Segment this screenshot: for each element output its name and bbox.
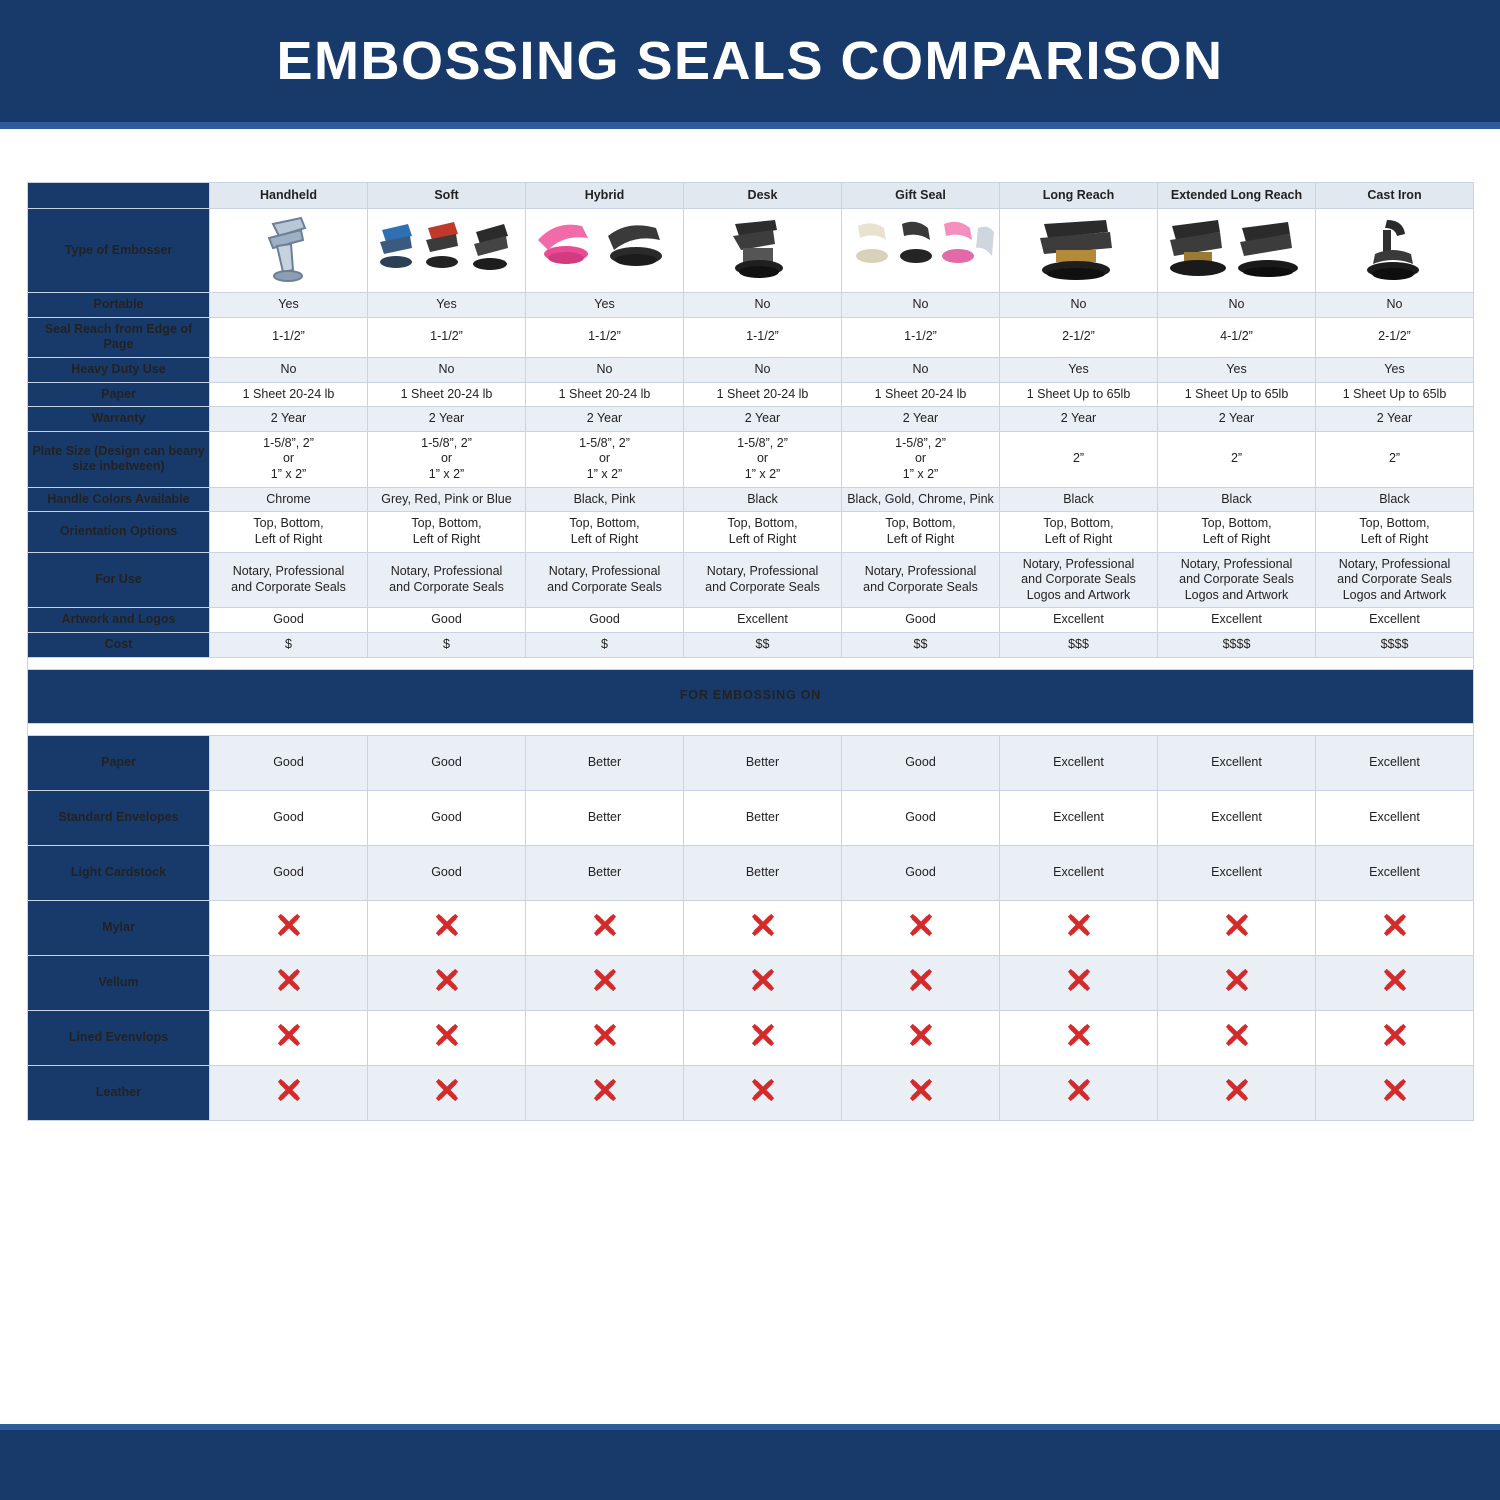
row-label-6: Handle Colors Available	[28, 487, 210, 512]
not-supported-x-icon	[1226, 969, 1248, 991]
cell-4-6: 2 Year	[1158, 407, 1316, 432]
embossing-cell-5-6	[1158, 1010, 1316, 1065]
row-label-header-cell	[28, 183, 210, 209]
embossing-cell-5-4	[842, 1010, 1000, 1065]
cell-4-7: 2 Year	[1316, 407, 1474, 432]
embosser-image-cell-2	[526, 209, 684, 293]
cell-9-1: Good	[368, 608, 526, 633]
embossing-cell-2-5: Excellent	[1000, 845, 1158, 900]
embossing-cell-5-0	[210, 1010, 368, 1065]
column-header-7: Cast Iron	[1316, 183, 1474, 209]
table-header-row	[28, 183, 1474, 209]
row-label-5: Plate Size (Design can beany size inbetween)	[28, 431, 210, 487]
cell-6-7: Black	[1316, 487, 1474, 512]
page-header-banner	[0, 0, 1500, 122]
column-header-0: Handheld	[210, 183, 368, 209]
embosser-image-cell-3	[684, 209, 842, 293]
long-reach-embosser-icon	[1024, 214, 1134, 288]
cell-4-1: 2 Year	[368, 407, 526, 432]
cell-8-4: Notary, Professional and Corporate Seals	[842, 552, 1000, 608]
embossing-cell-1-0: Good	[210, 790, 368, 845]
embossing-cell-5-5	[1000, 1010, 1158, 1065]
not-supported-x-icon	[278, 1024, 300, 1046]
embossing-cell-6-4	[842, 1065, 1000, 1120]
row-label-9: Artwork and Logos	[28, 608, 210, 633]
cell-4-5: 2 Year	[1000, 407, 1158, 432]
row-label-3: Paper	[28, 382, 210, 407]
comparison-table	[27, 182, 1474, 1121]
embossing-cell-2-3: Better	[684, 845, 842, 900]
embossing-row-label-5: Lined Evenvlops	[28, 1010, 210, 1065]
table-row	[28, 431, 1474, 487]
not-supported-x-icon	[1226, 1024, 1248, 1046]
cell-10-6: $$$$	[1158, 633, 1316, 658]
table-row	[28, 382, 1474, 407]
embossing-cell-1-3: Better	[684, 790, 842, 845]
soft-embosser-icon	[372, 214, 522, 288]
cell-1-6: 4-1/2”	[1158, 317, 1316, 357]
cell-6-3: Black	[684, 487, 842, 512]
cell-7-4: Top, Bottom, Left of Right	[842, 512, 1000, 552]
embossing-cell-0-4: Good	[842, 735, 1000, 790]
table-row	[28, 512, 1474, 552]
cell-3-5: 1 Sheet Up to 65lb	[1000, 382, 1158, 407]
cell-1-2: 1-1/2”	[526, 317, 684, 357]
embossing-row-label-1: Standard Envelopes	[28, 790, 210, 845]
embossing-cell-5-1	[368, 1010, 526, 1065]
embossing-cell-3-7	[1316, 900, 1474, 955]
cell-7-5: Top, Bottom, Left of Right	[1000, 512, 1158, 552]
embosser-image-cell-1	[368, 209, 526, 293]
cell-10-5: $$$	[1000, 633, 1158, 658]
column-header-5: Long Reach	[1000, 183, 1158, 209]
cell-1-0: 1-1/2”	[210, 317, 368, 357]
cell-0-4: No	[842, 293, 1000, 318]
row-label-8: For Use	[28, 552, 210, 608]
embossing-cell-0-7: Excellent	[1316, 735, 1474, 790]
embossing-cell-5-2	[526, 1010, 684, 1065]
embosser-image-row	[28, 209, 1474, 293]
table-row	[28, 357, 1474, 382]
not-supported-x-icon	[752, 969, 774, 991]
embossing-row-label-2: Light Cardstock	[28, 845, 210, 900]
table-row	[28, 552, 1474, 608]
section-band-for-embossing-on: FOR EMBOSSING ON	[28, 669, 1474, 723]
embossing-cell-3-5	[1000, 900, 1158, 955]
section-spacer-2	[28, 723, 1474, 735]
column-header-1: Soft	[368, 183, 526, 209]
section-spacer-row-2	[28, 723, 1474, 735]
cell-6-2: Black, Pink	[526, 487, 684, 512]
embossing-cell-1-7: Excellent	[1316, 790, 1474, 845]
embossing-row-label-4: Vellum	[28, 955, 210, 1010]
cell-5-3: 1-5/8”, 2” or 1” x 2”	[684, 431, 842, 487]
section-band-row	[28, 669, 1474, 723]
not-supported-x-icon	[1384, 914, 1406, 936]
embossing-cell-4-1	[368, 955, 526, 1010]
cell-5-0: 1-5/8”, 2” or 1” x 2”	[210, 431, 368, 487]
not-supported-x-icon	[1384, 1079, 1406, 1101]
cell-8-2: Notary, Professional and Corporate Seals	[526, 552, 684, 608]
cell-2-4: No	[842, 357, 1000, 382]
column-header-2: Hybrid	[526, 183, 684, 209]
embossing-cell-0-3: Better	[684, 735, 842, 790]
row-label-4: Warranty	[28, 407, 210, 432]
not-supported-x-icon	[594, 969, 616, 991]
embossing-row-label-3: Mylar	[28, 900, 210, 955]
section-spacer-row	[28, 657, 1474, 669]
cell-3-3: 1 Sheet 20-24 lb	[684, 382, 842, 407]
cell-5-4: 1-5/8”, 2” or 1” x 2”	[842, 431, 1000, 487]
page-title: EMBOSSING SEALS COMPARISON	[276, 31, 1224, 91]
not-supported-x-icon	[278, 969, 300, 991]
comparison-table-wrap	[27, 182, 1473, 1121]
embossing-cell-2-0: Good	[210, 845, 368, 900]
not-supported-x-icon	[1226, 914, 1248, 936]
cell-8-3: Notary, Professional and Corporate Seals	[684, 552, 842, 608]
cell-0-1: Yes	[368, 293, 526, 318]
table-row	[28, 1065, 1474, 1120]
embossing-cell-4-0	[210, 955, 368, 1010]
embossing-cell-1-1: Good	[368, 790, 526, 845]
not-supported-x-icon	[1068, 914, 1090, 936]
cell-2-3: No	[684, 357, 842, 382]
embossing-cell-6-3	[684, 1065, 842, 1120]
cell-5-6: 2”	[1158, 431, 1316, 487]
cell-9-2: Good	[526, 608, 684, 633]
embossing-cell-0-5: Excellent	[1000, 735, 1158, 790]
cell-3-0: 1 Sheet 20-24 lb	[210, 382, 368, 407]
comparison-table-body	[28, 183, 1474, 1121]
embossing-cell-1-6: Excellent	[1158, 790, 1316, 845]
not-supported-x-icon	[1068, 1079, 1090, 1101]
not-supported-x-icon	[910, 914, 932, 936]
table-row	[28, 487, 1474, 512]
table-row	[28, 608, 1474, 633]
cell-6-6: Black	[1158, 487, 1316, 512]
embossing-cell-2-1: Good	[368, 845, 526, 900]
cell-1-4: 1-1/2”	[842, 317, 1000, 357]
cell-2-2: No	[526, 357, 684, 382]
gift-seal-embosser-icon	[846, 214, 996, 288]
not-supported-x-icon	[594, 1024, 616, 1046]
cast-iron-embosser-icon	[1347, 214, 1443, 288]
embossing-cell-6-1	[368, 1065, 526, 1120]
cell-3-7: 1 Sheet Up to 65lb	[1316, 382, 1474, 407]
cell-6-0: Chrome	[210, 487, 368, 512]
not-supported-x-icon	[594, 914, 616, 936]
embossing-cell-6-7	[1316, 1065, 1474, 1120]
cell-6-4: Black, Gold, Chrome, Pink	[842, 487, 1000, 512]
page-footer-banner	[0, 1430, 1500, 1500]
cell-7-1: Top, Bottom, Left of Right	[368, 512, 526, 552]
not-supported-x-icon	[1068, 969, 1090, 991]
table-row	[28, 293, 1474, 318]
cell-4-2: 2 Year	[526, 407, 684, 432]
embossing-cell-1-2: Better	[526, 790, 684, 845]
cell-6-1: Grey, Red, Pink or Blue	[368, 487, 526, 512]
row-label-type-of-embosser: Type of Embosser	[28, 209, 210, 293]
extended-long-reach-embosser-icon	[1162, 214, 1312, 288]
cell-10-7: $$$$	[1316, 633, 1474, 658]
cell-2-7: Yes	[1316, 357, 1474, 382]
table-row	[28, 790, 1474, 845]
not-supported-x-icon	[278, 1079, 300, 1101]
cell-1-5: 2-1/2”	[1000, 317, 1158, 357]
embosser-image-cell-0	[210, 209, 368, 293]
row-label-0: Portable	[28, 293, 210, 318]
cell-5-2: 1-5/8”, 2” or 1” x 2”	[526, 431, 684, 487]
embossing-cell-3-4	[842, 900, 1000, 955]
embossing-row-label-6: Leather	[28, 1065, 210, 1120]
cell-8-1: Notary, Professional and Corporate Seals	[368, 552, 526, 608]
embossing-cell-0-1: Good	[368, 735, 526, 790]
cell-0-5: No	[1000, 293, 1158, 318]
cell-0-7: No	[1316, 293, 1474, 318]
cell-4-4: 2 Year	[842, 407, 1000, 432]
section-spacer	[28, 657, 1474, 669]
cell-7-2: Top, Bottom, Left of Right	[526, 512, 684, 552]
not-supported-x-icon	[436, 969, 458, 991]
embossing-cell-1-4: Good	[842, 790, 1000, 845]
cell-10-1: $	[368, 633, 526, 658]
embossing-cell-2-7: Excellent	[1316, 845, 1474, 900]
cell-2-6: Yes	[1158, 357, 1316, 382]
cell-3-6: 1 Sheet Up to 65lb	[1158, 382, 1316, 407]
cell-5-1: 1-5/8”, 2” or 1” x 2”	[368, 431, 526, 487]
cell-0-6: No	[1158, 293, 1316, 318]
not-supported-x-icon	[436, 914, 458, 936]
cell-9-6: Excellent	[1158, 608, 1316, 633]
embossing-cell-3-0	[210, 900, 368, 955]
row-label-7: Orientation Options	[28, 512, 210, 552]
row-label-2: Heavy Duty Use	[28, 357, 210, 382]
embossing-cell-2-2: Better	[526, 845, 684, 900]
table-row	[28, 845, 1474, 900]
embosser-image-cell-7	[1316, 209, 1474, 293]
cell-4-3: 2 Year	[684, 407, 842, 432]
embossing-cell-3-1	[368, 900, 526, 955]
embossing-cell-0-2: Better	[526, 735, 684, 790]
cell-3-2: 1 Sheet 20-24 lb	[526, 382, 684, 407]
cell-8-7: Notary, Professional and Corporate Seals Logos and Artwork	[1316, 552, 1474, 608]
cell-2-1: No	[368, 357, 526, 382]
handheld-embosser-icon	[243, 214, 335, 288]
not-supported-x-icon	[752, 1024, 774, 1046]
table-row	[28, 1010, 1474, 1065]
cell-7-7: Top, Bottom, Left of Right	[1316, 512, 1474, 552]
cell-6-5: Black	[1000, 487, 1158, 512]
table-row	[28, 317, 1474, 357]
embosser-image-cell-4	[842, 209, 1000, 293]
not-supported-x-icon	[1068, 1024, 1090, 1046]
table-row	[28, 900, 1474, 955]
cell-1-7: 2-1/2”	[1316, 317, 1474, 357]
cell-9-3: Excellent	[684, 608, 842, 633]
embossing-cell-4-4	[842, 955, 1000, 1010]
embossing-cell-0-0: Good	[210, 735, 368, 790]
not-supported-x-icon	[1384, 969, 1406, 991]
embossing-cell-5-3	[684, 1010, 842, 1065]
desk-embosser-icon	[713, 214, 813, 288]
cell-3-1: 1 Sheet 20-24 lb	[368, 382, 526, 407]
cell-5-7: 2”	[1316, 431, 1474, 487]
not-supported-x-icon	[910, 1079, 932, 1101]
cell-7-3: Top, Bottom, Left of Right	[684, 512, 842, 552]
embossing-cell-5-7	[1316, 1010, 1474, 1065]
not-supported-x-icon	[752, 914, 774, 936]
embossing-cell-4-6	[1158, 955, 1316, 1010]
cell-4-0: 2 Year	[210, 407, 368, 432]
cell-8-0: Notary, Professional and Corporate Seals	[210, 552, 368, 608]
embossing-cell-4-7	[1316, 955, 1474, 1010]
column-header-6: Extended Long Reach	[1158, 183, 1316, 209]
not-supported-x-icon	[594, 1079, 616, 1101]
hybrid-embosser-icon	[530, 214, 680, 288]
embossing-cell-4-2	[526, 955, 684, 1010]
embossing-cell-2-4: Good	[842, 845, 1000, 900]
cell-5-5: 2”	[1000, 431, 1158, 487]
row-label-1: Seal Reach from Edge of Page	[28, 317, 210, 357]
embossing-cell-6-2	[526, 1065, 684, 1120]
cell-8-6: Notary, Professional and Corporate Seals Logos and Artwork	[1158, 552, 1316, 608]
cell-10-4: $$	[842, 633, 1000, 658]
not-supported-x-icon	[1226, 1079, 1248, 1101]
table-row	[28, 735, 1474, 790]
embossing-cell-1-5: Excellent	[1000, 790, 1158, 845]
row-label-10: Cost	[28, 633, 210, 658]
table-row	[28, 407, 1474, 432]
cell-0-3: No	[684, 293, 842, 318]
embossing-cell-4-5	[1000, 955, 1158, 1010]
cell-7-0: Top, Bottom, Left of Right	[210, 512, 368, 552]
embossing-cell-3-3	[684, 900, 842, 955]
cell-9-4: Good	[842, 608, 1000, 633]
embossing-cell-2-6: Excellent	[1158, 845, 1316, 900]
embossing-cell-0-6: Excellent	[1158, 735, 1316, 790]
embossing-cell-6-6	[1158, 1065, 1316, 1120]
embossing-cell-3-2	[526, 900, 684, 955]
embossing-cell-4-3	[684, 955, 842, 1010]
column-header-3: Desk	[684, 183, 842, 209]
cell-2-5: Yes	[1000, 357, 1158, 382]
cell-10-0: $	[210, 633, 368, 658]
embossing-cell-6-0	[210, 1065, 368, 1120]
not-supported-x-icon	[436, 1024, 458, 1046]
embosser-image-cell-5	[1000, 209, 1158, 293]
cell-1-3: 1-1/2”	[684, 317, 842, 357]
embosser-image-cell-6	[1158, 209, 1316, 293]
cell-9-0: Good	[210, 608, 368, 633]
cell-1-1: 1-1/2”	[368, 317, 526, 357]
cell-9-7: Excellent	[1316, 608, 1474, 633]
embossing-cell-6-5	[1000, 1065, 1158, 1120]
not-supported-x-icon	[436, 1079, 458, 1101]
not-supported-x-icon	[910, 1024, 932, 1046]
not-supported-x-icon	[1384, 1024, 1406, 1046]
cell-2-0: No	[210, 357, 368, 382]
header-accent-rule	[0, 122, 1500, 129]
cell-10-2: $	[526, 633, 684, 658]
embossing-cell-3-6	[1158, 900, 1316, 955]
cell-8-5: Notary, Professional and Corporate Seals Logos and Artwork	[1000, 552, 1158, 608]
not-supported-x-icon	[752, 1079, 774, 1101]
cell-0-0: Yes	[210, 293, 368, 318]
cell-7-6: Top, Bottom, Left of Right	[1158, 512, 1316, 552]
table-row	[28, 955, 1474, 1010]
cell-3-4: 1 Sheet 20-24 lb	[842, 382, 1000, 407]
cell-9-5: Excellent	[1000, 608, 1158, 633]
column-header-4: Gift Seal	[842, 183, 1000, 209]
cell-0-2: Yes	[526, 293, 684, 318]
cell-10-3: $$	[684, 633, 842, 658]
not-supported-x-icon	[910, 969, 932, 991]
table-row	[28, 633, 1474, 658]
not-supported-x-icon	[278, 914, 300, 936]
embossing-row-label-0: Paper	[28, 735, 210, 790]
